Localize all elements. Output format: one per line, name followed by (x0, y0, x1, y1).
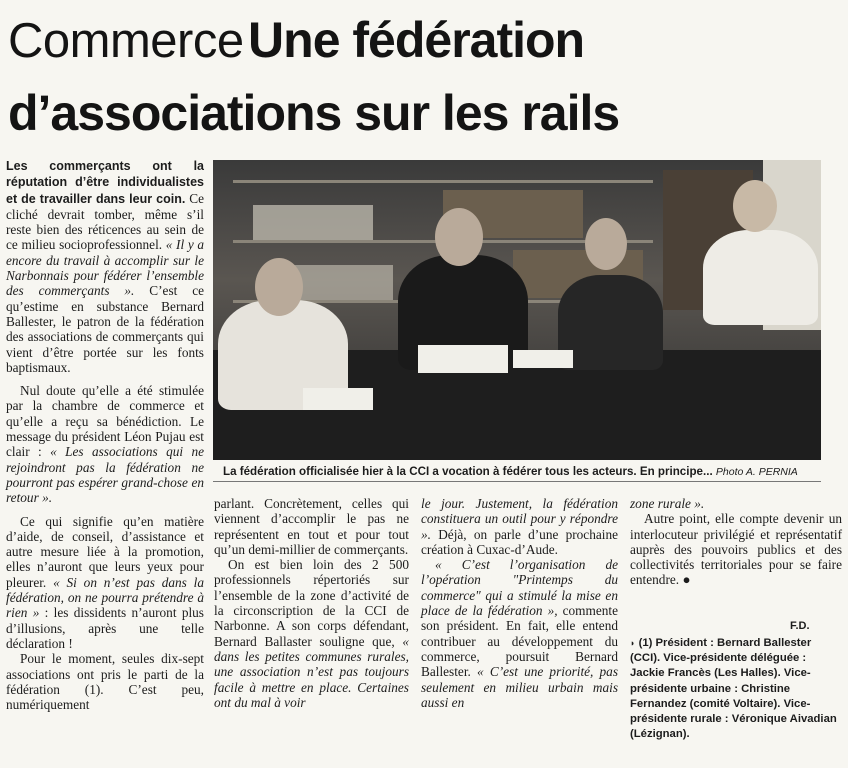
footnote-marker: ◗ (630, 638, 636, 648)
paragraph-text: On est bien loin des 2 500 professionnels répertoriés sur l’ensemble de la zone d’activité de la circonscription de la CCI de Narbonne. A son corps défendant, Bernard Ballaster souligne que, (214, 557, 409, 649)
headline (8, 10, 840, 156)
section-rubric: Commerce (8, 14, 244, 68)
papers (303, 388, 373, 410)
article-column-1 (6, 158, 204, 712)
quote-text: « Les associations qui ne rejoindront pas la fédération ne pourront pas espérer grand-chose en retour ». (6, 444, 205, 506)
quote-text: « C’est une priorité, pas seulement en milieu urbain mais aussi en (421, 664, 619, 710)
paragraph-text: : les dissidents n’auront plus d’illusions, après une telle déclaration ! (6, 605, 204, 651)
paragraph-text: Ce cliché devrait tomber, même s’il reste bien des réticences au sein de ce milieu socioprofessionnel. (6, 190, 205, 253)
paragraph-text: Autre point, elle compte devenir un interlocuteur privilégié et représentatif auprès des pouvoirs publics et des collectivités territoriales pour se faire entendre. (630, 511, 842, 588)
article-column-2 (214, 496, 409, 710)
footnote (630, 636, 842, 742)
article-column-4 (630, 496, 842, 588)
paragraph-text: commente son président. En fait, elle entend contribuer au développement du commerce, poursuit Bernard Ballester. (421, 603, 618, 680)
paragraph-text: Ce qui signifie qu’en matière d’aide, de conseil, d’assistance et autre mesure liée à la promotion, elles n’auront que leurs yeux pour pleurer. (6, 513, 204, 590)
quote-text: « dans les petites communes rurales, une association n’est pas toujours facile à mettre en place. Certaines ont du mal à voir (214, 633, 409, 710)
paragraph-text: C’est ce qu’estime en substance Bernard Ballester, le patron de la fédération des associations de commerçants qui vient d’être portée sur les fonts baptismaux. (6, 283, 205, 375)
footnote-text: (1) Président : Bernard Ballester (CCI). Vice-présidente déléguée : Jackie Francès (Les Halles). Vice-présidente urbaine : Christine Fernandez (comité Voltaire). Vice-présidente rurale : Véronique Aivadian (Lézignan). (630, 637, 837, 741)
bookshelf (233, 180, 653, 183)
headline-title-line2: d’associations sur les rails (8, 85, 620, 141)
quote-text: « Si on n’est pas dans la fédération, on ne pourra prétendre à rien » (6, 574, 204, 621)
press-photo (213, 160, 821, 460)
article-lead: Les commerçants ont la réputation d’être individualistes et de travailler dans leur coin. (6, 159, 204, 206)
paragraph-text: Nul doute qu’elle a été stimulée par la chambre de commerce et qu’elle a reçu sa bénédiction. Le message du président Léon Pujau est clair : (6, 383, 204, 460)
paragraph-text: Pour le moment, seules dix-sept associations ont pris le parti de la fédération (1). C’est peu, numériquement (6, 651, 204, 713)
person-far-right (703, 230, 818, 325)
paragraph-text: parlant. Concrètement, celles qui viennent d’accomplir le pas ne représentent en tout et pour tout qu’un demi-millier de commerçants. (214, 496, 409, 557)
person-right (558, 275, 663, 370)
quote-text: le jour. Justement, la fédération constituera un outil pour y répondre ». (421, 496, 618, 542)
article-column-3 (421, 496, 618, 710)
author-signature: F.D. (790, 620, 810, 632)
quote-text: zone rurale ». (630, 496, 705, 511)
headline-title-line1: Une fédération (248, 12, 585, 68)
end-mark: ● (682, 572, 691, 588)
quote-text: « Il y a encore du travail à accomplir sur le Narbonnais pour fédérer l’ensemble des commerçants ». (6, 237, 205, 299)
photo-credit: Photo A. PERNIA (715, 466, 798, 478)
quote-text: « C’est l’organisation de l’opération "Printemps du commerce" qui a stimulé la mise en place de la fédération », (421, 557, 618, 619)
photo-caption: La fédération officialisée hier à la CCI a vocation à fédérer tous les acteurs. En principe... Photo A. PERNIA (213, 462, 821, 482)
paragraph-text: Déjà, on parle d’une prochaine création à Cuxac-d’Aude. (421, 526, 618, 557)
